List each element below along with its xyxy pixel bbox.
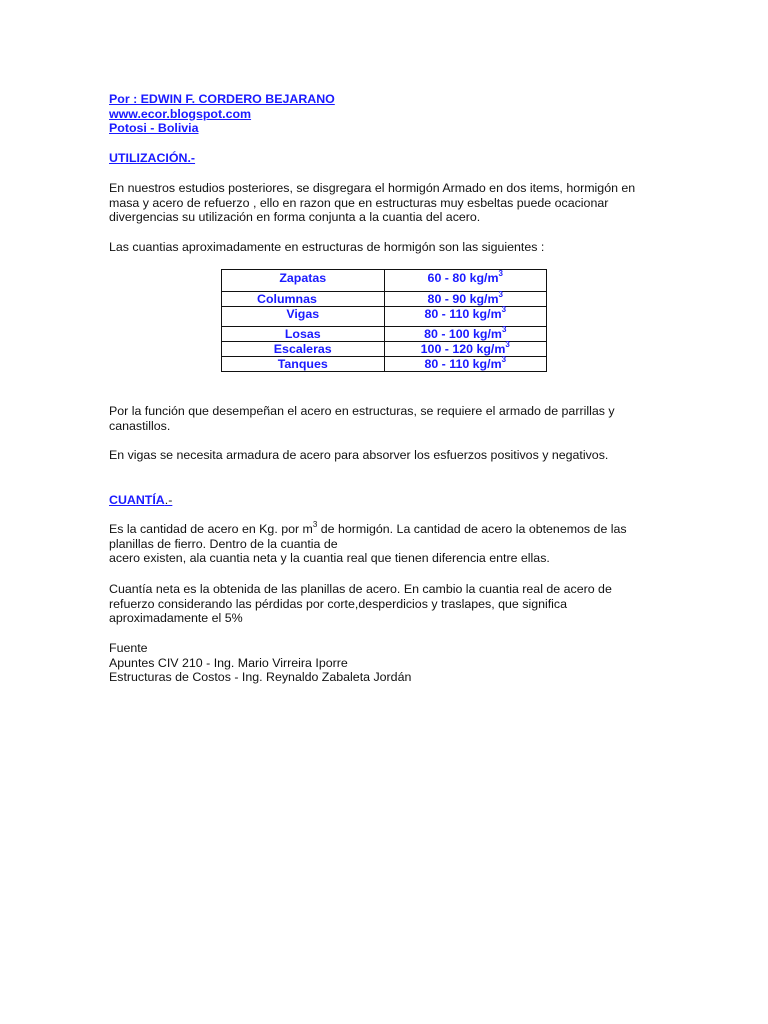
source-item: Apuntes CIV 210 - Ing. Mario Virreira Iporre xyxy=(109,655,348,670)
cuantias-intro-paragraph: Las cuantias aproximadamente en estructuras de hormigón son las siguientes : xyxy=(109,240,545,254)
table-row xyxy=(222,292,547,307)
table-row xyxy=(222,307,547,327)
table-cell-element: Zapatas xyxy=(222,270,385,292)
cuantia-title-suffix: .- xyxy=(164,493,173,507)
funcion-paragraph: Por la función que desempeñan el acero en estructuras, se requiere el armado de parrillas y canastillos. xyxy=(109,404,615,433)
table-row xyxy=(222,270,547,292)
cuantia-paragraph-2: Cuantía neta es la obtenida de las planillas de acero. En cambio la cuantia real de acero de refuerzo considerando las pérdidas por corte,desperdicios y traslapes, que significa aproximadamente el 5% xyxy=(109,582,612,626)
cuantia-paragraph-1: Es la cantidad de acero en Kg. por $m^3$ de hormigón. La cantidad de acero la obtenemos de las planillas de fierro. Dentro de la cuantia de acero existen, ala cuantia neta y la cuantia real que tienen diferencia entre ellas. xyxy=(109,520,627,566)
table-cell-range: 80 - 90 $kg/m^3$ xyxy=(384,292,547,307)
table-row xyxy=(222,327,547,342)
cuantia-title: CUANTÍA xyxy=(109,493,165,507)
table-cell-range: 60 - 80 $kg/m^3$ xyxy=(384,270,547,292)
table-row xyxy=(222,357,547,372)
location-line: Potosi - Bolivia xyxy=(109,121,199,135)
section-title-utilizacion: UTILIZACIÓN.- xyxy=(109,151,196,165)
sources-label: Fuente xyxy=(109,641,148,655)
table-cell-element: Tanques xyxy=(222,357,385,372)
cuantias-table xyxy=(221,269,547,372)
table-cell-element: Columnas xyxy=(222,292,385,307)
table-cell-range: 80 - 110 $kg/m^3$ xyxy=(384,307,547,327)
utilizacion-paragraph: En nuestros estudios posteriores, se disgregara el hormigón Armado en dos items, hormigón en masa y acero de refuerzo , ello en razon que en estructuras muy esbeltas puede ocacionar divergencias su utilización en forma conjunta a la cuantia del acero. xyxy=(109,181,636,225)
table-cell-range: 100 - 120 $kg/m^3$ xyxy=(384,342,547,357)
sources-block xyxy=(109,641,654,685)
table-cell-element: Escaleras xyxy=(222,342,385,357)
website-link[interactable]: www.ecor.blogspot.com xyxy=(109,106,252,121)
table-cell-range: 80 - 110 $kg/m^3$ xyxy=(384,357,547,372)
table-cell-range: 80 - 100 $kg/m^3$ xyxy=(384,327,547,342)
source-item: Estructuras de Costos - Ing. Reynaldo Zabaleta Jordán xyxy=(109,670,412,685)
document-header xyxy=(109,92,335,136)
section-title-cuantia xyxy=(109,493,172,507)
author-line: Por : EDWIN F. CORDERO BEJARANO xyxy=(109,92,335,106)
table-cell-element: Vigas xyxy=(222,307,385,327)
table-row xyxy=(222,342,547,357)
table-cell-element: Losas xyxy=(222,327,385,342)
vigas-paragraph: En vigas se necesita armadura de acero para absorver los esfuerzos positivos y negativos. xyxy=(109,448,609,462)
